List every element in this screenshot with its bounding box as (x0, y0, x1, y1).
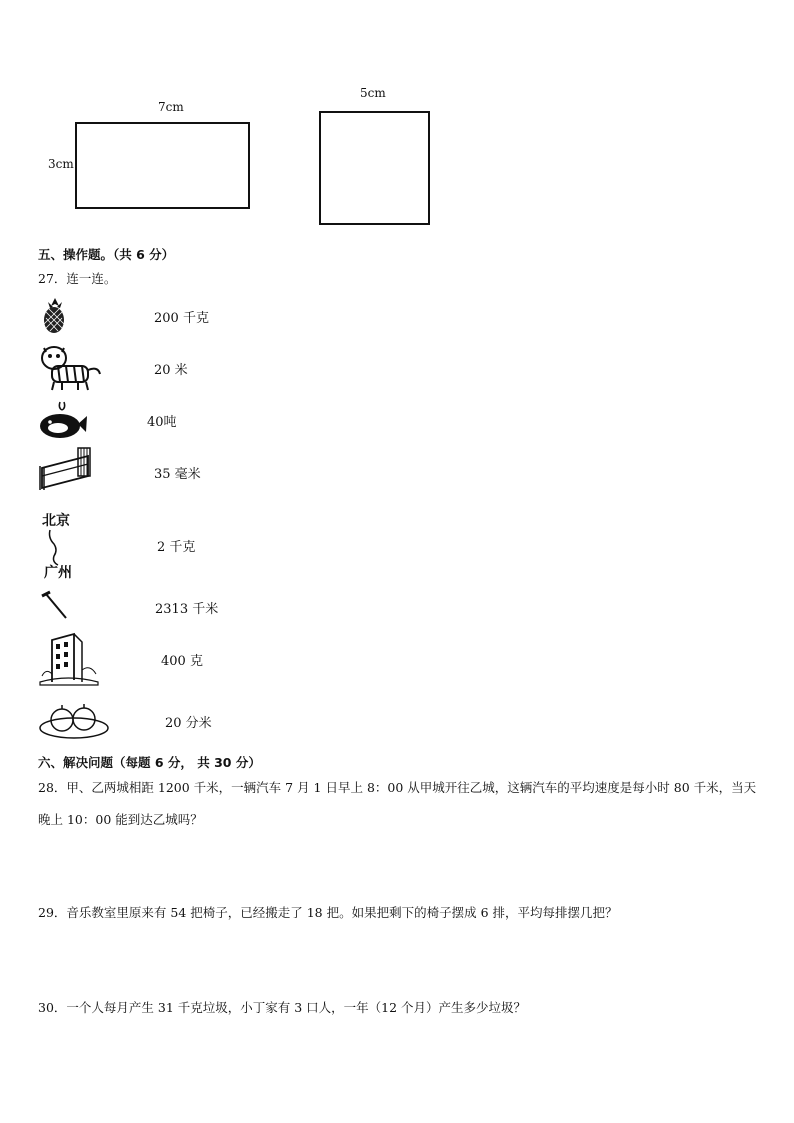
question-29: 29．音乐教室里原来有 54 把椅子，已经搬走了 18 把。如果把剩下的椅子摆成 6 排，平均每排摆几把？ (38, 905, 618, 920)
section5-heading: 五、操作题。（共 6 分） (38, 247, 175, 262)
bed-icon (38, 446, 92, 492)
question-27: 27．连一连。 (38, 271, 117, 286)
map-route-icon (38, 508, 88, 580)
rectangle-top-label: 7cm (158, 100, 184, 114)
building-icon (38, 630, 100, 686)
pineapple-icon (38, 296, 72, 334)
option-label: 200 千克 (154, 311, 209, 326)
option-label: 35 毫米 (154, 467, 201, 482)
nail-icon (38, 590, 70, 620)
question-28: 28．甲、乙两城相距 1200 千米，一辆汽车 7 月 1 日早上 8：00 从甲城开往乙城，这辆汽车的平均速度是每小时 80 千米，当天晚上 10：00 能到达乙城吗？ (38, 780, 757, 827)
square-shape (319, 111, 430, 225)
square-top-label: 5cm (360, 86, 386, 100)
map-city-top: 北京 (42, 513, 70, 529)
option-label: 40吨 (147, 415, 177, 430)
section6-heading: 六、解决问题（每题 6 分， 共 30 分） (38, 755, 261, 770)
fruit-plate-icon (38, 700, 110, 740)
whale-icon (38, 400, 88, 440)
option-label: 20 米 (154, 363, 188, 378)
rectangle-side-label: 3cm (48, 157, 74, 171)
tiger-icon (38, 344, 102, 392)
rectangle-shape (75, 122, 250, 209)
map-city-bottom: 广州 (44, 565, 72, 581)
question-30: 30．一个人每月产生 31 千克垃圾，小丁家有 3 口人，一年（12 个月）产生多少垃圾？ (38, 1000, 527, 1015)
option-label: 2313 千米 (155, 602, 219, 617)
option-label: 400 克 (161, 654, 203, 669)
option-label: 20 分米 (165, 716, 212, 731)
option-label: 2 千克 (157, 540, 196, 555)
